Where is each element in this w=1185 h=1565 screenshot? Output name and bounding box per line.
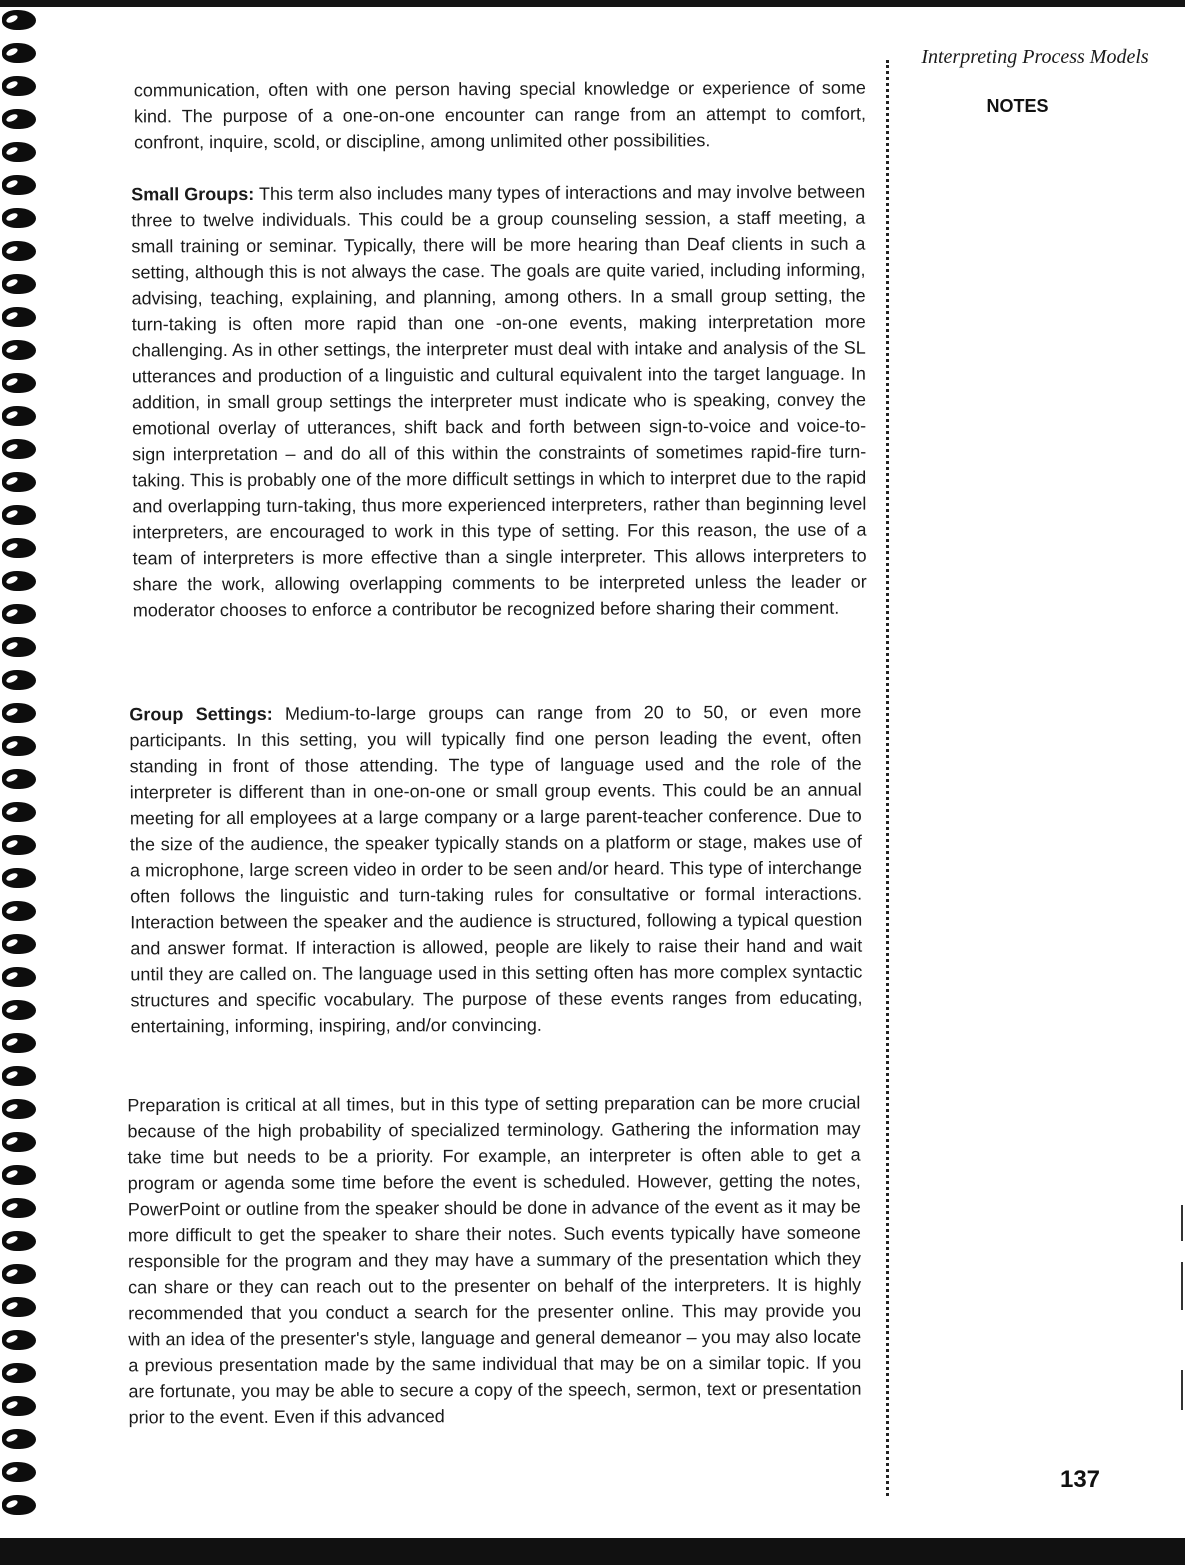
- page-number: 137: [1059, 1466, 1101, 1493]
- binding-loop: [2, 373, 36, 393]
- binding-loop: [2, 1363, 36, 1383]
- binding-loop: [2, 1132, 36, 1152]
- binding-loop: [2, 1033, 36, 1053]
- group-settings-text: Medium-to-large groups can range from 20 to 50, or even more participants. In this setting, you will typically find one person leading the event, often standing in front of those attending. The type of language used and the role of the interpreter is different than in one-on-one or small group events. This could be an annual meeting for all employees at a large company or a large parent-teacher conference. Due to the size of the audience, the speaker typically stands on a platform or stage, makes use of a microphone, large screen video in order to be seen and/or heard. This type of interchange often follows the linguistic and turn-taking rules for consultative or formal interactions. Interaction between the speaker and the audience is structured, following a typical question and answer format. If interaction is allowed, people are likely to raise their hand and wait until they are called on. The language used in this setting often has more complex syntactic structures and specific vocabulary. The purpose of these events ranges from educating, entertaining, informing, inspiring, and/or convincing.: [129, 701, 863, 1037]
- scan-bottom-edge: [0, 1538, 1185, 1565]
- scan-edge-mark: [1181, 1370, 1183, 1410]
- binding-loop: [2, 406, 36, 426]
- binding-loop: [2, 1264, 36, 1284]
- paragraph-preparation: Preparation is critical at all times, but in this type of setting preparation can be more crucial because of the high probability of specialized terminology. Gathering the information may take time but needs to be a priority. For example, an interpreter is often able to get a program or agenda some time before the event is scheduled. However, getting the notes, PowerPoint or outline from the speaker should be done in advance of the event as it may be more difficult to get the speaker to share their notes. Such events typically have someone responsible for the program and they may have a summary of the presentation which they can share or they can reach out to the presenter on behalf of the interpreters. It is highly recommended that you conduct a search for the presenter online. This may provide you with an idea of the presenter's style, language and general demeanor – you may also locate a previous presentation made by the same individual that may be on a similar topic. If you are fortunate, you may be able to secure a copy of the speech, sermon, text or presentation prior to the event. Even if this advanced: [127, 1092, 862, 1428]
- binding-loop: [2, 1330, 36, 1350]
- group-settings-heading: Group Settings:: [129, 703, 273, 725]
- binding-loop: [2, 868, 36, 888]
- binding-loop: [2, 637, 36, 657]
- binding-loop: [2, 934, 36, 954]
- binding-loop: [2, 76, 36, 96]
- paragraph-one-on-one-continued: communication, often with one person having special knowledge or experience of some kind. The purpose of a one-on-one encounter can range from an attempt to comfort, confront, inquire, scold, or discipline, among unlimited other possibilities.: [133, 77, 867, 153]
- binding-loop: [2, 142, 36, 162]
- binding-loop: [2, 769, 36, 789]
- binding-loop: [2, 274, 36, 294]
- binding-loop: [2, 670, 36, 690]
- binding-loop: [2, 1462, 36, 1482]
- binding-loop: [2, 1066, 36, 1086]
- binding-loop: [2, 1099, 36, 1119]
- binding-loop: [2, 604, 36, 624]
- binding-loop: [2, 175, 36, 195]
- binding-loop: [2, 736, 36, 756]
- binding-loop: [2, 472, 36, 492]
- binding-loop: [2, 538, 36, 558]
- binding-loop: [2, 802, 36, 822]
- binding-loop: [2, 109, 36, 129]
- binding-loop: [2, 835, 36, 855]
- spiral-binding: [0, 10, 42, 1535]
- binding-loop: [2, 1231, 36, 1251]
- binding-loop: [2, 43, 36, 63]
- binding-loop: [2, 505, 36, 525]
- binding-loop: [2, 208, 36, 228]
- small-groups-heading: Small Groups:: [131, 183, 255, 205]
- binding-loop: [2, 340, 36, 360]
- scan-top-edge: [0, 0, 1185, 7]
- binding-loop: [2, 901, 36, 921]
- binding-loop: [2, 10, 36, 30]
- binding-loop: [2, 241, 36, 261]
- binding-loop: [2, 1429, 36, 1449]
- paragraph-group-settings: [129, 699, 862, 1040]
- binding-loop: [2, 571, 36, 591]
- binding-loop: [2, 1198, 36, 1218]
- scan-edge-mark: [1181, 1262, 1183, 1310]
- binding-loop: [2, 1495, 36, 1515]
- running-head: Interpreting Process Models: [921, 46, 1149, 68]
- binding-loop: [2, 1396, 36, 1416]
- scan-edge-mark: [1181, 1205, 1183, 1241]
- binding-loop: [2, 439, 36, 459]
- small-groups-text: This term also includes many types of interactions and may involve between three to twelve individuals. This could be a group counseling session, a staff meeting, a small training or seminar. Typically, there will be more hearing than Deaf clients in such a setting, although this is not always the case. The goals are quite varied, including informing, advising, teaching, explaining, and planning, among others. In a small group setting, the turn-taking is often more rapid than one -on-one events, making interpretation more challenging. As in other settings, the interpreter must deal with intake and analysis of the SL utterances and production of a linguistic and cultural equivalent into the target language. In addition, in small group settings the interpreter must indicate who is speaking, convey the emotional overlay of utterances, shift back and forth between sign-to-voice and voice-to-sign interpretation – and do all of this within the constraints of sometimes rapid-fire turn-taking. This is probably one of the more difficult settings in which to interpret due to the rapid and overlapping turn-taking, thus more experienced interpreters, rather than beginning level interpreters, are encouraged to work in this type of setting. For this reason, the use of a team of interpreters is more effective than a single interpreter. This allows interpreters to share the work, allowing overlapping comments to be interpreted unless the leader or moderator chooses to enforce a contributor be recognized before sharing their comment.: [131, 181, 867, 621]
- binding-loop: [2, 967, 36, 987]
- notes-label: NOTES: [986, 96, 1049, 116]
- binding-loop: [2, 1165, 36, 1185]
- binding-loop: [2, 307, 36, 327]
- notes-column-rule: [886, 60, 889, 1496]
- binding-loop: [2, 1297, 36, 1317]
- binding-loop: [2, 1000, 36, 1020]
- paragraph-small-groups: [131, 179, 867, 624]
- binding-loop: [2, 703, 36, 723]
